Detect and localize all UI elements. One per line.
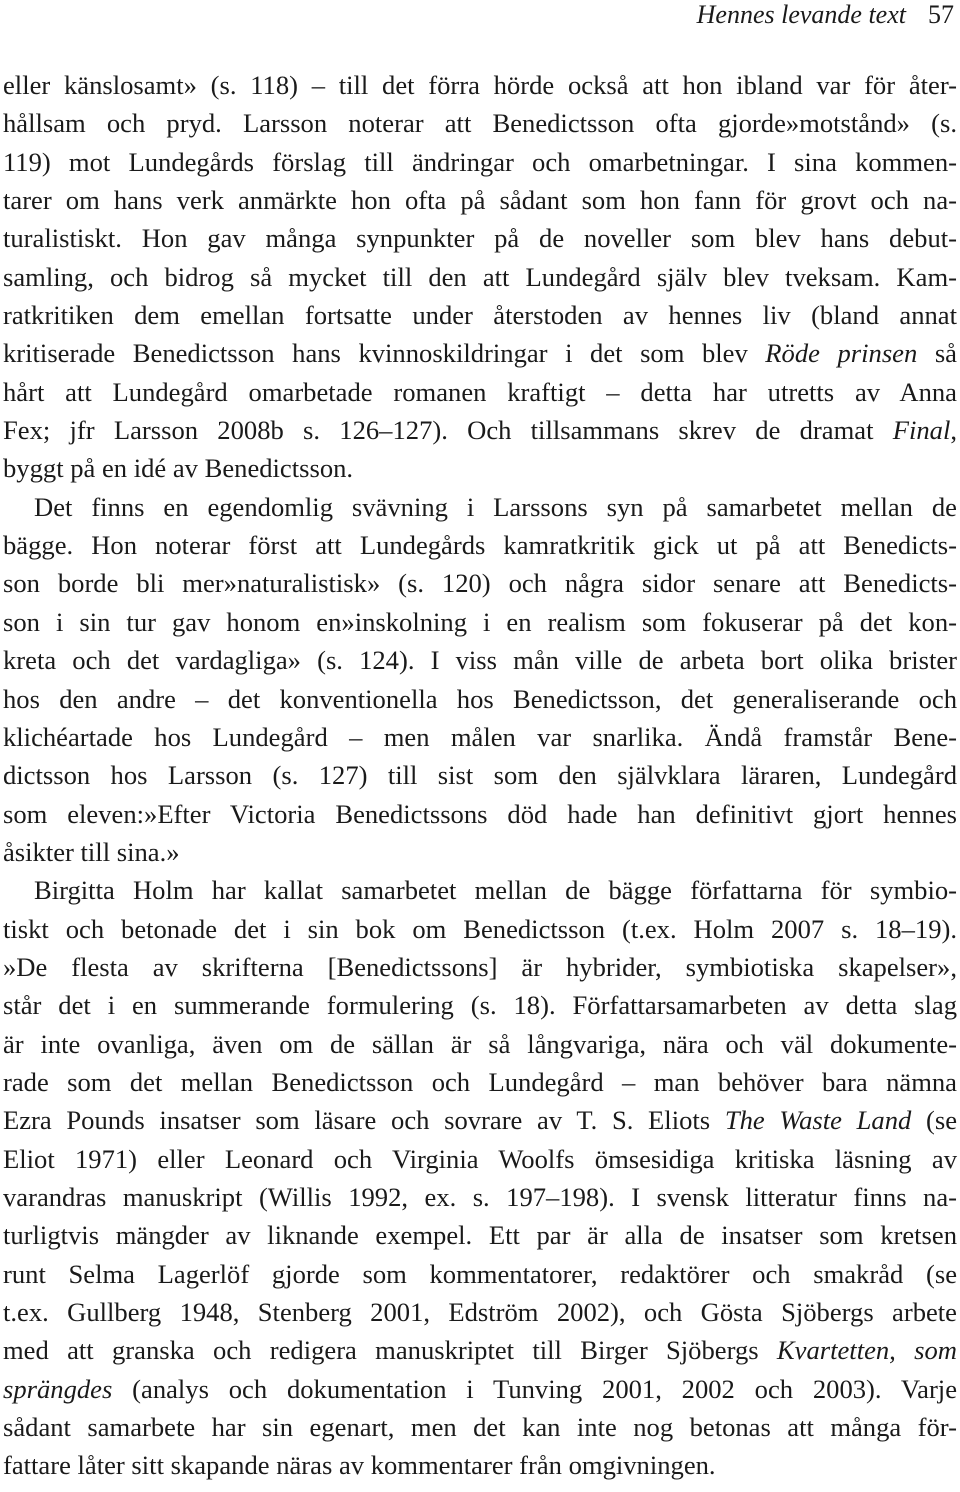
text-line bbox=[3, 948, 957, 986]
text-line bbox=[3, 641, 957, 679]
text-line bbox=[3, 1331, 957, 1369]
text-segment: byggt på en idé av Benedictsson. bbox=[3, 453, 354, 484]
text-line bbox=[3, 1408, 957, 1446]
text-segment: kritiserade Benedictsson hans kvinnoskildringar i det som blev bbox=[3, 338, 766, 369]
text-segment: ratkritiken dem emellan fortsatte under återstoden av hennes liv (bland annat bbox=[3, 300, 957, 331]
text-line bbox=[3, 181, 957, 219]
text-segment: fattare låter sitt skapande näras av kommentarer från omgivningen. bbox=[3, 1450, 716, 1481]
text-segment: t.ex. Gullberg 1948, Stenberg 2001, Edström 2002), och Gösta Sjöbergs arbete bbox=[3, 1297, 957, 1327]
text-segment: samling, och bidrog så mycket till den att Lundegård själv blev tveksam. Kam- bbox=[3, 261, 957, 292]
text-line bbox=[3, 1446, 957, 1484]
text-segment: Eliot 1971) eller Leonard och Virginia Woolfs ömsesidiga kritiska läsning av bbox=[3, 1143, 957, 1174]
text-line bbox=[3, 373, 957, 411]
text-line bbox=[3, 1063, 957, 1101]
text-line bbox=[3, 603, 957, 641]
body-text bbox=[3, 66, 957, 1485]
text-line bbox=[3, 449, 957, 487]
text-segment: kreta och det vardagliga» (s. 124). I viss mån ville de arbeta bort olika brister bbox=[3, 645, 957, 676]
running-head bbox=[697, 0, 954, 30]
text-line bbox=[3, 1255, 957, 1293]
text-line bbox=[3, 411, 957, 449]
text-segment: Fex; jfr Larsson 2008b s. 126–127). Och tillsammans skrev de dramat bbox=[3, 415, 893, 446]
text-line bbox=[3, 833, 957, 871]
text-line bbox=[3, 104, 957, 142]
text-segment: Det finns en egendomlig svävning i Larssons syn på samarbetet mellan de bbox=[34, 491, 957, 522]
text-line bbox=[3, 871, 957, 909]
text-line bbox=[3, 488, 957, 526]
text-segment: bägge. Hon noterar först att Lundegårds kamratkritik gick ut på att Benedicts- bbox=[3, 530, 957, 561]
text-line bbox=[3, 334, 957, 372]
text-segment: (se bbox=[911, 1105, 958, 1136]
text-segment: hårt att Lundegård omarbetade romanen kraftigt – detta har utretts av Anna bbox=[3, 376, 957, 407]
text-line bbox=[3, 1216, 957, 1254]
text-segment: hållsam och pryd. Larsson noterar att Benedictsson ofta gjorde»motstånd» (s. bbox=[3, 108, 957, 139]
text-segment: tarer om hans verk anmärkte hon ofta på sådant som hon fann för grovt och na- bbox=[3, 185, 957, 216]
text-segment: , bbox=[950, 415, 957, 446]
text-line bbox=[3, 1293, 957, 1331]
text-line bbox=[3, 296, 957, 334]
text-line bbox=[3, 910, 957, 948]
text-line bbox=[3, 1101, 957, 1139]
text-line bbox=[3, 986, 957, 1024]
italic-title: Kvartetten, som bbox=[776, 1335, 957, 1366]
running-head-title: Hennes levande text bbox=[696, 0, 906, 29]
text-segment: son i sin tur gav honom en»inskolning i en realism som fokuserar på det kon- bbox=[3, 606, 957, 637]
text-line bbox=[3, 795, 957, 833]
text-segment: klichéartade hos Lundegård – men målen var snarlika. Ändå framstår Bene- bbox=[3, 721, 957, 752]
text-segment: turligtvis mängder av liknande exempel. Ett par är alla de insatser som kretsen bbox=[3, 1220, 957, 1251]
text-segment: runt Selma Lagerlöf gjorde som kommentatorer, redaktörer och smakråd (se bbox=[3, 1258, 957, 1289]
text-segment: tiskt och betonade det i sin bok om Benedictsson (t.ex. Holm 2007 s. 18–19). bbox=[3, 913, 957, 944]
text-segment: är inte ovanliga, även om de sällan är så långvariga, nära och väl dokumente- bbox=[3, 1028, 957, 1059]
text-line bbox=[3, 258, 957, 296]
text-segment: med att granska och redigera manuskriptet till Birger Sjöbergs bbox=[3, 1335, 777, 1366]
text-segment: Ezra Pounds insatser som läsare och sovrare av T. S. Eliots bbox=[3, 1105, 725, 1136]
text-line bbox=[3, 1140, 957, 1178]
text-segment: hos den andre – det konventionella hos Benedictsson, det generaliserande och bbox=[3, 683, 957, 714]
text-segment: sådant samarbete har sin egenart, men det kan inte nog betonas att många för- bbox=[3, 1412, 957, 1443]
text-segment: står det i en summerande formulering (s. 18). Författarsamarbeten av detta slag bbox=[3, 990, 957, 1021]
text-segment: (analys och dokumentation i Tunving 2001, 2002 och 2003). Varje bbox=[112, 1373, 957, 1404]
text-segment: rade som det mellan Benedictsson och Lundegård – man behöver bara nämna bbox=[3, 1066, 957, 1097]
text-segment: Birgitta Holm har kallat samarbetet mellan de bägge författarna för symbio- bbox=[34, 875, 957, 906]
text-line bbox=[3, 1370, 957, 1408]
italic-title: Röde prinsen bbox=[765, 338, 918, 369]
text-segment: eller känslosamt» (s. 118) – till det förra hörde också att hon ibland var för åter- bbox=[3, 70, 957, 100]
text-line bbox=[3, 219, 957, 257]
text-line bbox=[3, 756, 957, 794]
text-line bbox=[3, 718, 957, 756]
italic-title: The Waste Land bbox=[724, 1105, 912, 1136]
page-number: 57 bbox=[928, 0, 954, 29]
text-segment: »De flesta av skrifterna [Benedictssons] är hybrider, symbiotiska skapelser», bbox=[3, 951, 957, 982]
text-segment: som eleven:»Efter Victoria Benedictssons död hade han definitivt gjort hennes bbox=[3, 798, 957, 829]
text-segment: dictsson hos Larsson (s. 127) till sist som den självklara läraren, Lundegård bbox=[3, 760, 957, 791]
text-segment: son borde bli mer»naturalistisk» (s. 120) och några sidor senare att Benedicts- bbox=[3, 568, 957, 599]
text-line bbox=[3, 680, 957, 718]
text-line bbox=[3, 1025, 957, 1063]
text-segment: turalistiskt. Hon gav många synpunkter på de noveller som blev hans debut- bbox=[3, 223, 957, 254]
text-line bbox=[3, 143, 957, 181]
text-segment: 119) mot Lundegårds förslag till ändringar och omarbetningar. I sina kommen- bbox=[3, 146, 957, 177]
text-line bbox=[3, 66, 957, 104]
text-segment: så bbox=[917, 338, 957, 369]
text-line bbox=[3, 1178, 957, 1216]
italic-title: Final bbox=[892, 415, 951, 446]
text-segment: varandras manuskript (Willis 1992, ex. s. 197–198). I svensk litteratur finns na- bbox=[3, 1181, 957, 1212]
text-line bbox=[3, 564, 957, 602]
text-segment: åsikter till sina.» bbox=[3, 836, 180, 867]
text-line bbox=[3, 526, 957, 564]
italic-title: sprängdes bbox=[3, 1373, 113, 1404]
